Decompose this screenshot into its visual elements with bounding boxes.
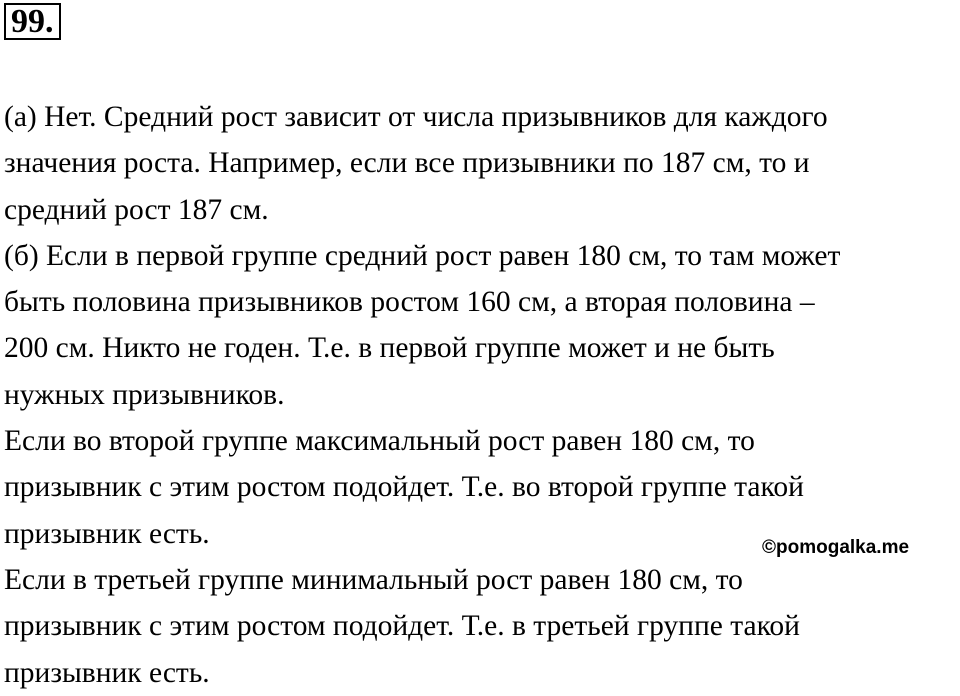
problem-number: 99. [4, 3, 61, 40]
text-line: призывник есть. [4, 517, 210, 550]
text-line: нужных призывников. [4, 378, 285, 411]
text-line: значения роста. Например, если все призывники по 187 см, то и [4, 147, 810, 180]
text-line: быть половина призывников ростом 160 см, а вторая половина – [4, 286, 815, 319]
text-line: призывник с этим ростом подойдет. Т.е. во второй группе такой [4, 471, 804, 504]
text-line: (а) Нет. Средний рост зависит от числа призывников для каждого [4, 101, 828, 133]
text-line: Если во второй группе максимальный рост равен 180 см, то [4, 425, 755, 458]
text-line: средний рост 187 см. [4, 193, 269, 226]
text-line: 200 см. Никто не годен. Т.е. в первой группе может и не быть [4, 332, 775, 365]
text-line: (б) Если в первой группе средний рост равен 180 см, то там может [4, 239, 841, 272]
watermark: ©pomogalka.me [762, 537, 910, 558]
text-line: Если в третьей группе минимальный рост равен 180 см, то [4, 563, 743, 596]
text-line: призывник с этим ростом подойдет. Т.е. в третьей группе такой [4, 610, 800, 643]
text-line: призывник есть. [4, 656, 210, 689]
solution-text [4, 94, 959, 696]
